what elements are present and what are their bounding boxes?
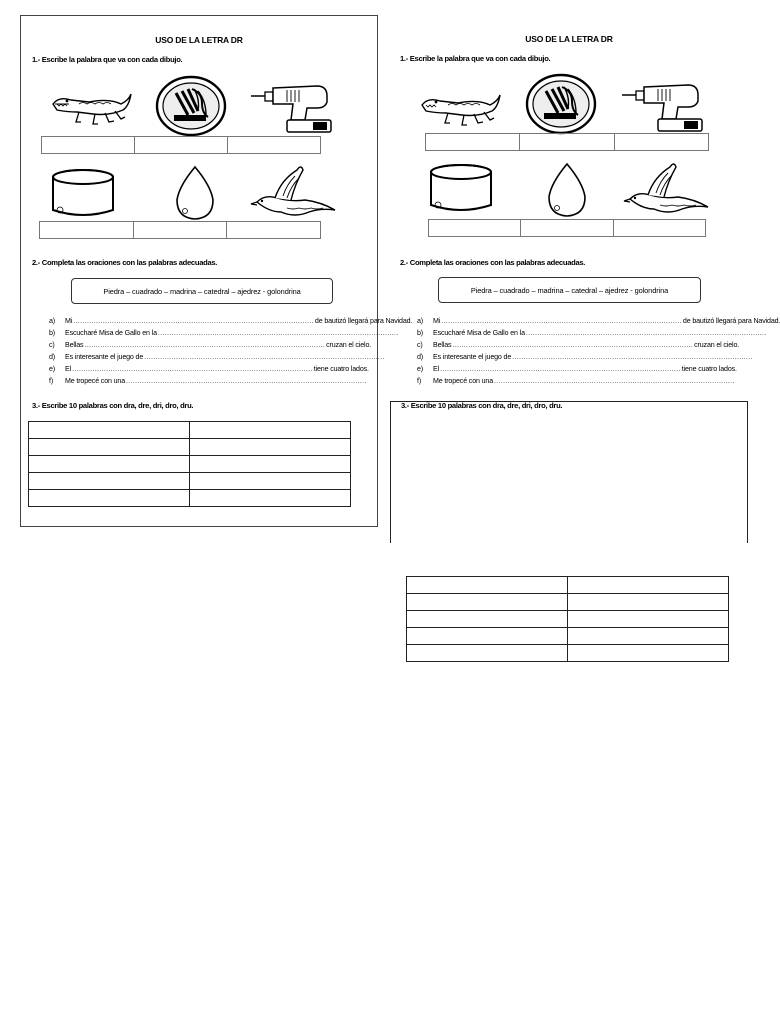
swallow-bird-icon	[247, 162, 339, 222]
table-cell[interactable]	[568, 628, 729, 645]
worksheet-left	[20, 15, 413, 527]
table-cell[interactable]	[29, 473, 190, 490]
sentence-f: f) Me tropecé con una ..........................................................................................................	[49, 376, 351, 388]
crocodile-icon	[418, 83, 502, 133]
table-cell[interactable]	[407, 594, 568, 611]
answer-row-2	[428, 219, 706, 237]
swallow-bird-icon	[620, 159, 712, 219]
sentence-d: d) Es interesante el juego de ..........................................................................................................	[49, 352, 351, 364]
blank-line[interactable]: ..........................................................................................................	[84, 340, 326, 349]
section1-heading: 1.- Escribe la palabra que va con cada dibujo.	[400, 54, 551, 63]
answer-box[interactable]	[227, 222, 320, 238]
blank-line[interactable]: ..........................................................................................................	[441, 317, 682, 325]
blank-line[interactable]: ..........................................................................................................	[72, 364, 313, 373]
blank-line[interactable]: ..........................................................................................................	[440, 364, 681, 373]
sentence-b: b) Escucharé Misa de Gallo en la ..........................................................................................................	[49, 328, 351, 340]
answer-box[interactable]	[40, 222, 134, 238]
table-cell[interactable]	[190, 473, 351, 490]
answer-box[interactable]	[42, 137, 135, 153]
section2-heading: 2.- Completa las oraciones con las palabras adecuadas.	[32, 258, 218, 267]
cathedral-window-icon	[154, 75, 228, 137]
table-cell[interactable]	[29, 439, 190, 456]
answer-box[interactable]	[521, 220, 613, 236]
section3-frame	[390, 401, 748, 543]
blank-line[interactable]: ..........................................................................................................	[494, 376, 735, 385]
crocodile-icon	[49, 82, 133, 132]
worksheet-title: USO DE LA LETRA DR	[525, 34, 613, 44]
sentence-e: e) El .......................................................................................................... tiene cuatro lados.	[49, 364, 351, 376]
table-cell[interactable]	[190, 422, 351, 439]
sentence-b: b) Escucharé Misa de Gallo en la ..........................................................................................................	[417, 328, 717, 340]
sentence-a: a) Mi .......................................................................................................... de bautizó llegará para Navidad.	[417, 316, 717, 328]
section3-heading: 3.- Escribe 10 palabras con dra, dre, dri, dro, dru.	[401, 401, 563, 410]
table-cell[interactable]	[568, 594, 729, 611]
drop-icon	[545, 161, 589, 219]
table-cell[interactable]	[29, 422, 190, 439]
cylinder-icon	[428, 163, 494, 215]
worksheet-right	[390, 15, 780, 527]
table-cell[interactable]	[29, 456, 190, 473]
blank-line[interactable]: ..........................................................................................................	[512, 352, 753, 361]
blank-line[interactable]: ..........................................................................................................	[525, 328, 767, 337]
sentence-a: a) Mi .......................................................................................................... de bautizó llegará para Navidad.	[49, 316, 351, 328]
word-bank: Piedra – cuadrado – madrina – catedral – ajedrez - golondrina	[438, 277, 701, 303]
answer-box[interactable]	[615, 134, 708, 150]
table-cell[interactable]	[568, 577, 729, 594]
sentence-e: e) El .......................................................................................................... tiene cuatro lados.	[417, 364, 717, 376]
sentence-c: c) Bellas .......................................................................................................... cruzan el cielo.	[417, 340, 717, 352]
worksheet-title: USO DE LA LETRA DR	[155, 35, 243, 45]
blank-line[interactable]: ..........................................................................................................	[126, 376, 367, 385]
table-cell[interactable]	[568, 611, 729, 628]
section3-heading: 3.- Escribe 10 palabras con dra, dre, dri, dro, dru.	[32, 401, 194, 410]
table-cell[interactable]	[568, 645, 729, 662]
table-cell[interactable]	[407, 577, 568, 594]
blank-line[interactable]: ..........................................................................................................	[73, 317, 314, 325]
answer-box[interactable]	[134, 222, 228, 238]
drill-icon	[247, 74, 339, 136]
word-bank: Piedra – cuadrado – madrina – catedral – ajedrez - golondrina	[71, 278, 333, 304]
section1-heading: 1.- Escribe la palabra que va con cada dibujo.	[32, 55, 183, 64]
drop-icon	[173, 164, 217, 222]
answer-row-1	[41, 136, 321, 154]
sentence-list	[49, 316, 413, 387]
table-cell[interactable]	[407, 645, 568, 662]
section2-heading: 2.- Completa las oraciones con las palabras adecuadas.	[400, 258, 586, 267]
answer-box[interactable]	[614, 220, 705, 236]
words-table	[28, 421, 351, 507]
cylinder-icon	[50, 168, 116, 220]
table-cell[interactable]	[29, 490, 190, 507]
answer-row-1	[425, 133, 709, 151]
words-table	[406, 576, 729, 662]
blank-line[interactable]: ..........................................................................................................	[157, 328, 399, 337]
blank-line[interactable]: ..........................................................................................................	[144, 352, 385, 361]
table-cell[interactable]	[407, 628, 568, 645]
answer-row-2	[39, 221, 321, 239]
sentence-f: f) Me tropecé con una ..........................................................................................................	[417, 376, 717, 388]
table-cell[interactable]	[190, 439, 351, 456]
answer-box[interactable]	[228, 137, 320, 153]
table-cell[interactable]	[407, 611, 568, 628]
sentence-c: c) Bellas .......................................................................................................... cruzan el cielo.	[49, 340, 351, 352]
answer-box[interactable]	[429, 220, 521, 236]
drill-icon	[618, 73, 710, 135]
answer-box[interactable]	[520, 134, 614, 150]
answer-box[interactable]	[135, 137, 228, 153]
sentence-list	[417, 316, 780, 387]
cathedral-window-icon	[524, 73, 598, 135]
answer-box[interactable]	[426, 134, 520, 150]
table-cell[interactable]	[190, 490, 351, 507]
sentence-d: d) Es interesante el juego de ..........................................................................................................	[417, 352, 717, 364]
blank-line[interactable]: ..........................................................................................................	[452, 340, 694, 349]
table-cell[interactable]	[190, 456, 351, 473]
